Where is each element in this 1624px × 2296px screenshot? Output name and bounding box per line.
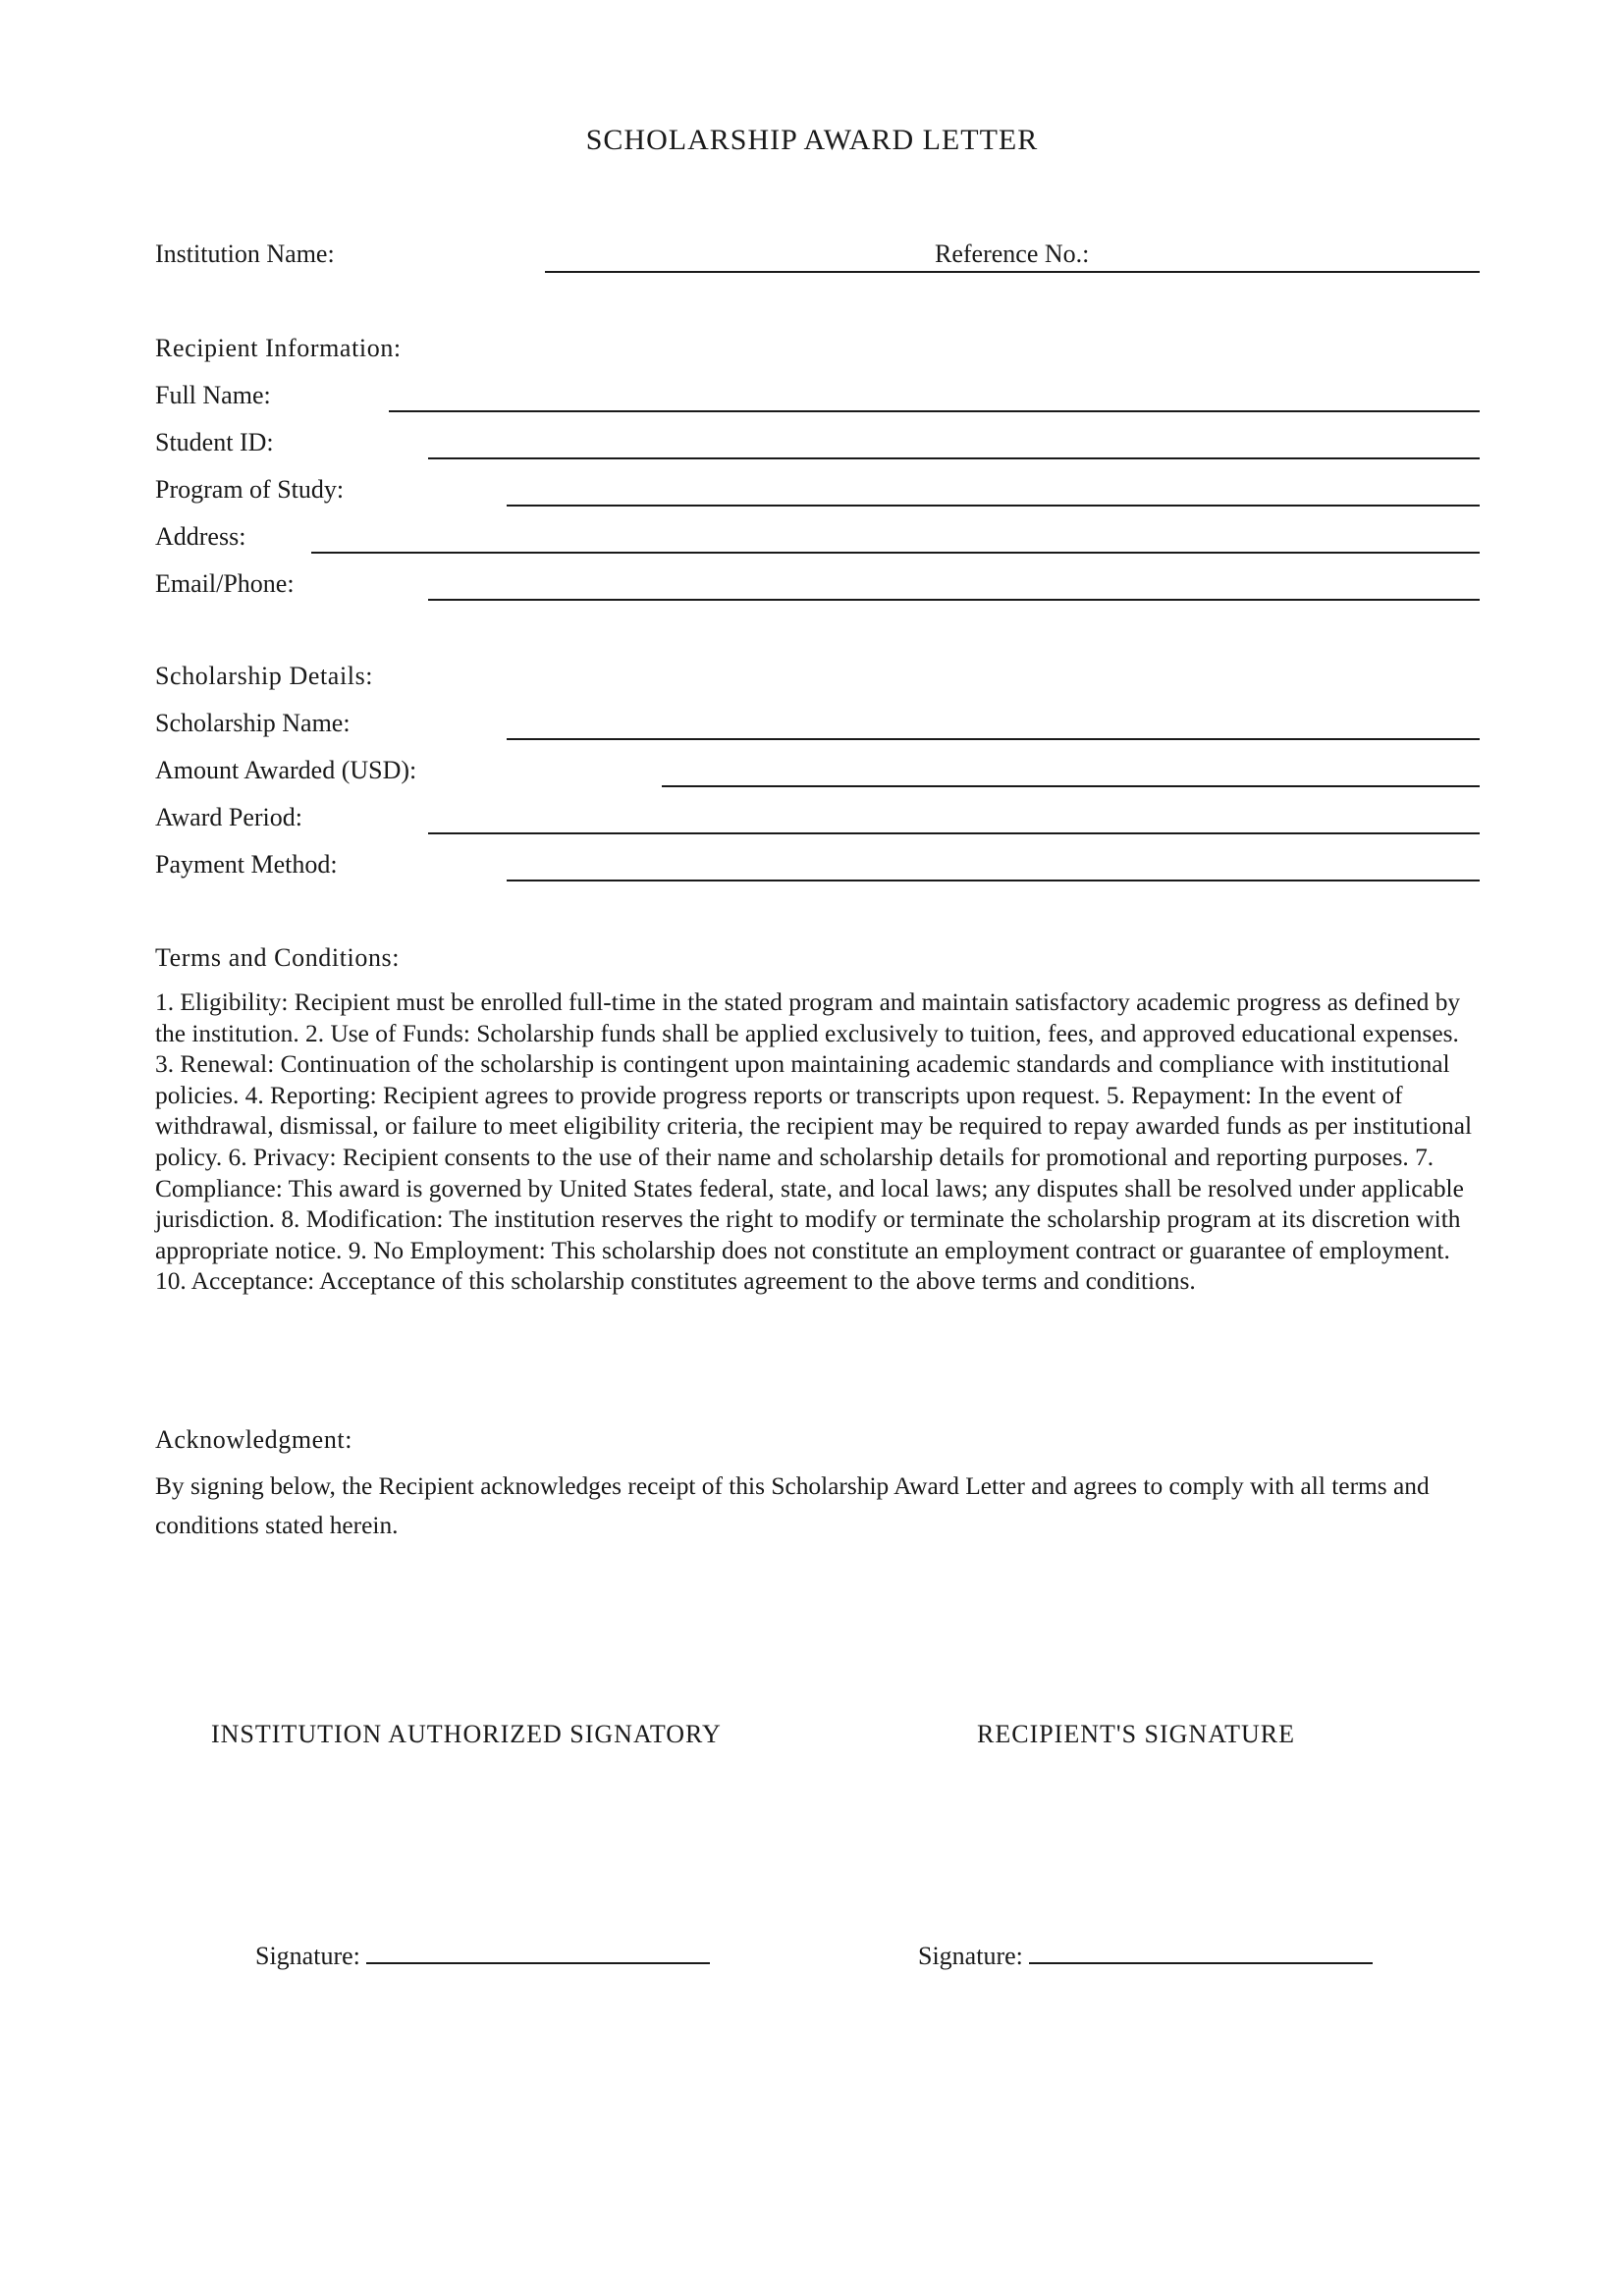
institution-signatory-heading: INSTITUTION AUTHORIZED SIGNATORY <box>211 1720 722 1748</box>
scholarship-details-heading: Scholarship Details: <box>155 662 374 690</box>
terms-text: 1. Eligibility: Recipient must be enrolled full-time in the stated program and maintain satisfactory academic progress as defined by the institution. 2. Use of Funds: Scholarship funds shall be applied exclusively to tuition, fees, and approved educational expenses. 3. Renewal: Continuation of the scholarship is contingent upon maintaining academic standards and compliance with institutional policies. 4. Reporting: Recipient agrees to provide progress reports or transcripts upon request. 5. Repayment: In the event of withdrawal, dismissal, or failure to meet eligibility criteria, the recipient may be required to repay awarded funds as per institutional policy. 6. Privacy: Recipient consents to the use of their name and scholarship details for promotional and reporting purposes. 7. Compliance: This award is governed by United States federal, state, and local laws; any disputes shall be resolved under applicable jurisdiction. 8. Modification: The institution reserves the right to modify or terminate the scholarship program at its discretion with appropriate notice. 9. No Employment: This scholarship does not constitute an employment contract or guarantee of employment. 10. Acceptance: Acceptance of this scholarship constitutes agreement to the above terms and conditions. <box>155 988 1473 1296</box>
address-field[interactable] <box>311 552 1480 554</box>
email-phone-field[interactable] <box>428 599 1480 601</box>
acknowledgment-heading: Acknowledgment: <box>155 1425 353 1454</box>
recipient-signature-label: Signature: <box>918 1942 1023 1970</box>
document-title: SCHOLARSHIP AWARD LETTER <box>585 124 1039 156</box>
student-id-field[interactable] <box>428 457 1480 459</box>
recipient-info-heading: Recipient Information: <box>155 334 402 362</box>
program-of-study-field[interactable] <box>507 505 1480 507</box>
award-period-field[interactable] <box>428 832 1480 834</box>
terms-heading: Terms and Conditions: <box>155 943 401 972</box>
address-label: Address: <box>155 522 246 551</box>
payment-method-label: Payment Method: <box>155 850 338 879</box>
institution-signature-row <box>255 1939 710 1971</box>
institution-signature-label: Signature: <box>255 1942 360 1970</box>
institution-signature-field[interactable] <box>366 1939 710 1964</box>
email-phone-label: Email/Phone: <box>155 569 295 598</box>
student-id-label: Student ID: <box>155 428 274 456</box>
acknowledgment-text: By signing below, the Recipient acknowledges receipt of this Scholarship Award Letter and agrees to comply with all terms and conditions stated herein. <box>155 1472 1430 1539</box>
full-name-label: Full Name: <box>155 381 271 409</box>
full-name-field[interactable] <box>389 410 1480 412</box>
amount-awarded-field[interactable] <box>662 785 1480 787</box>
recipient-signature-heading: RECIPIENT'S SIGNATURE <box>977 1720 1295 1748</box>
institution-name-field[interactable] <box>545 271 1480 273</box>
recipient-signature-field[interactable] <box>1029 1939 1373 1964</box>
scholarship-name-label: Scholarship Name: <box>155 709 351 737</box>
recipient-signature-row <box>918 1939 1373 1971</box>
amount-awarded-label: Amount Awarded (USD): <box>155 756 417 784</box>
program-of-study-label: Program of Study: <box>155 475 345 504</box>
payment-method-field[interactable] <box>507 880 1480 881</box>
reference-no-label: Reference No.: <box>935 240 1090 268</box>
scholarship-name-field[interactable] <box>507 738 1480 740</box>
award-period-label: Award Period: <box>155 803 302 831</box>
institution-name-label: Institution Name: <box>155 240 335 268</box>
